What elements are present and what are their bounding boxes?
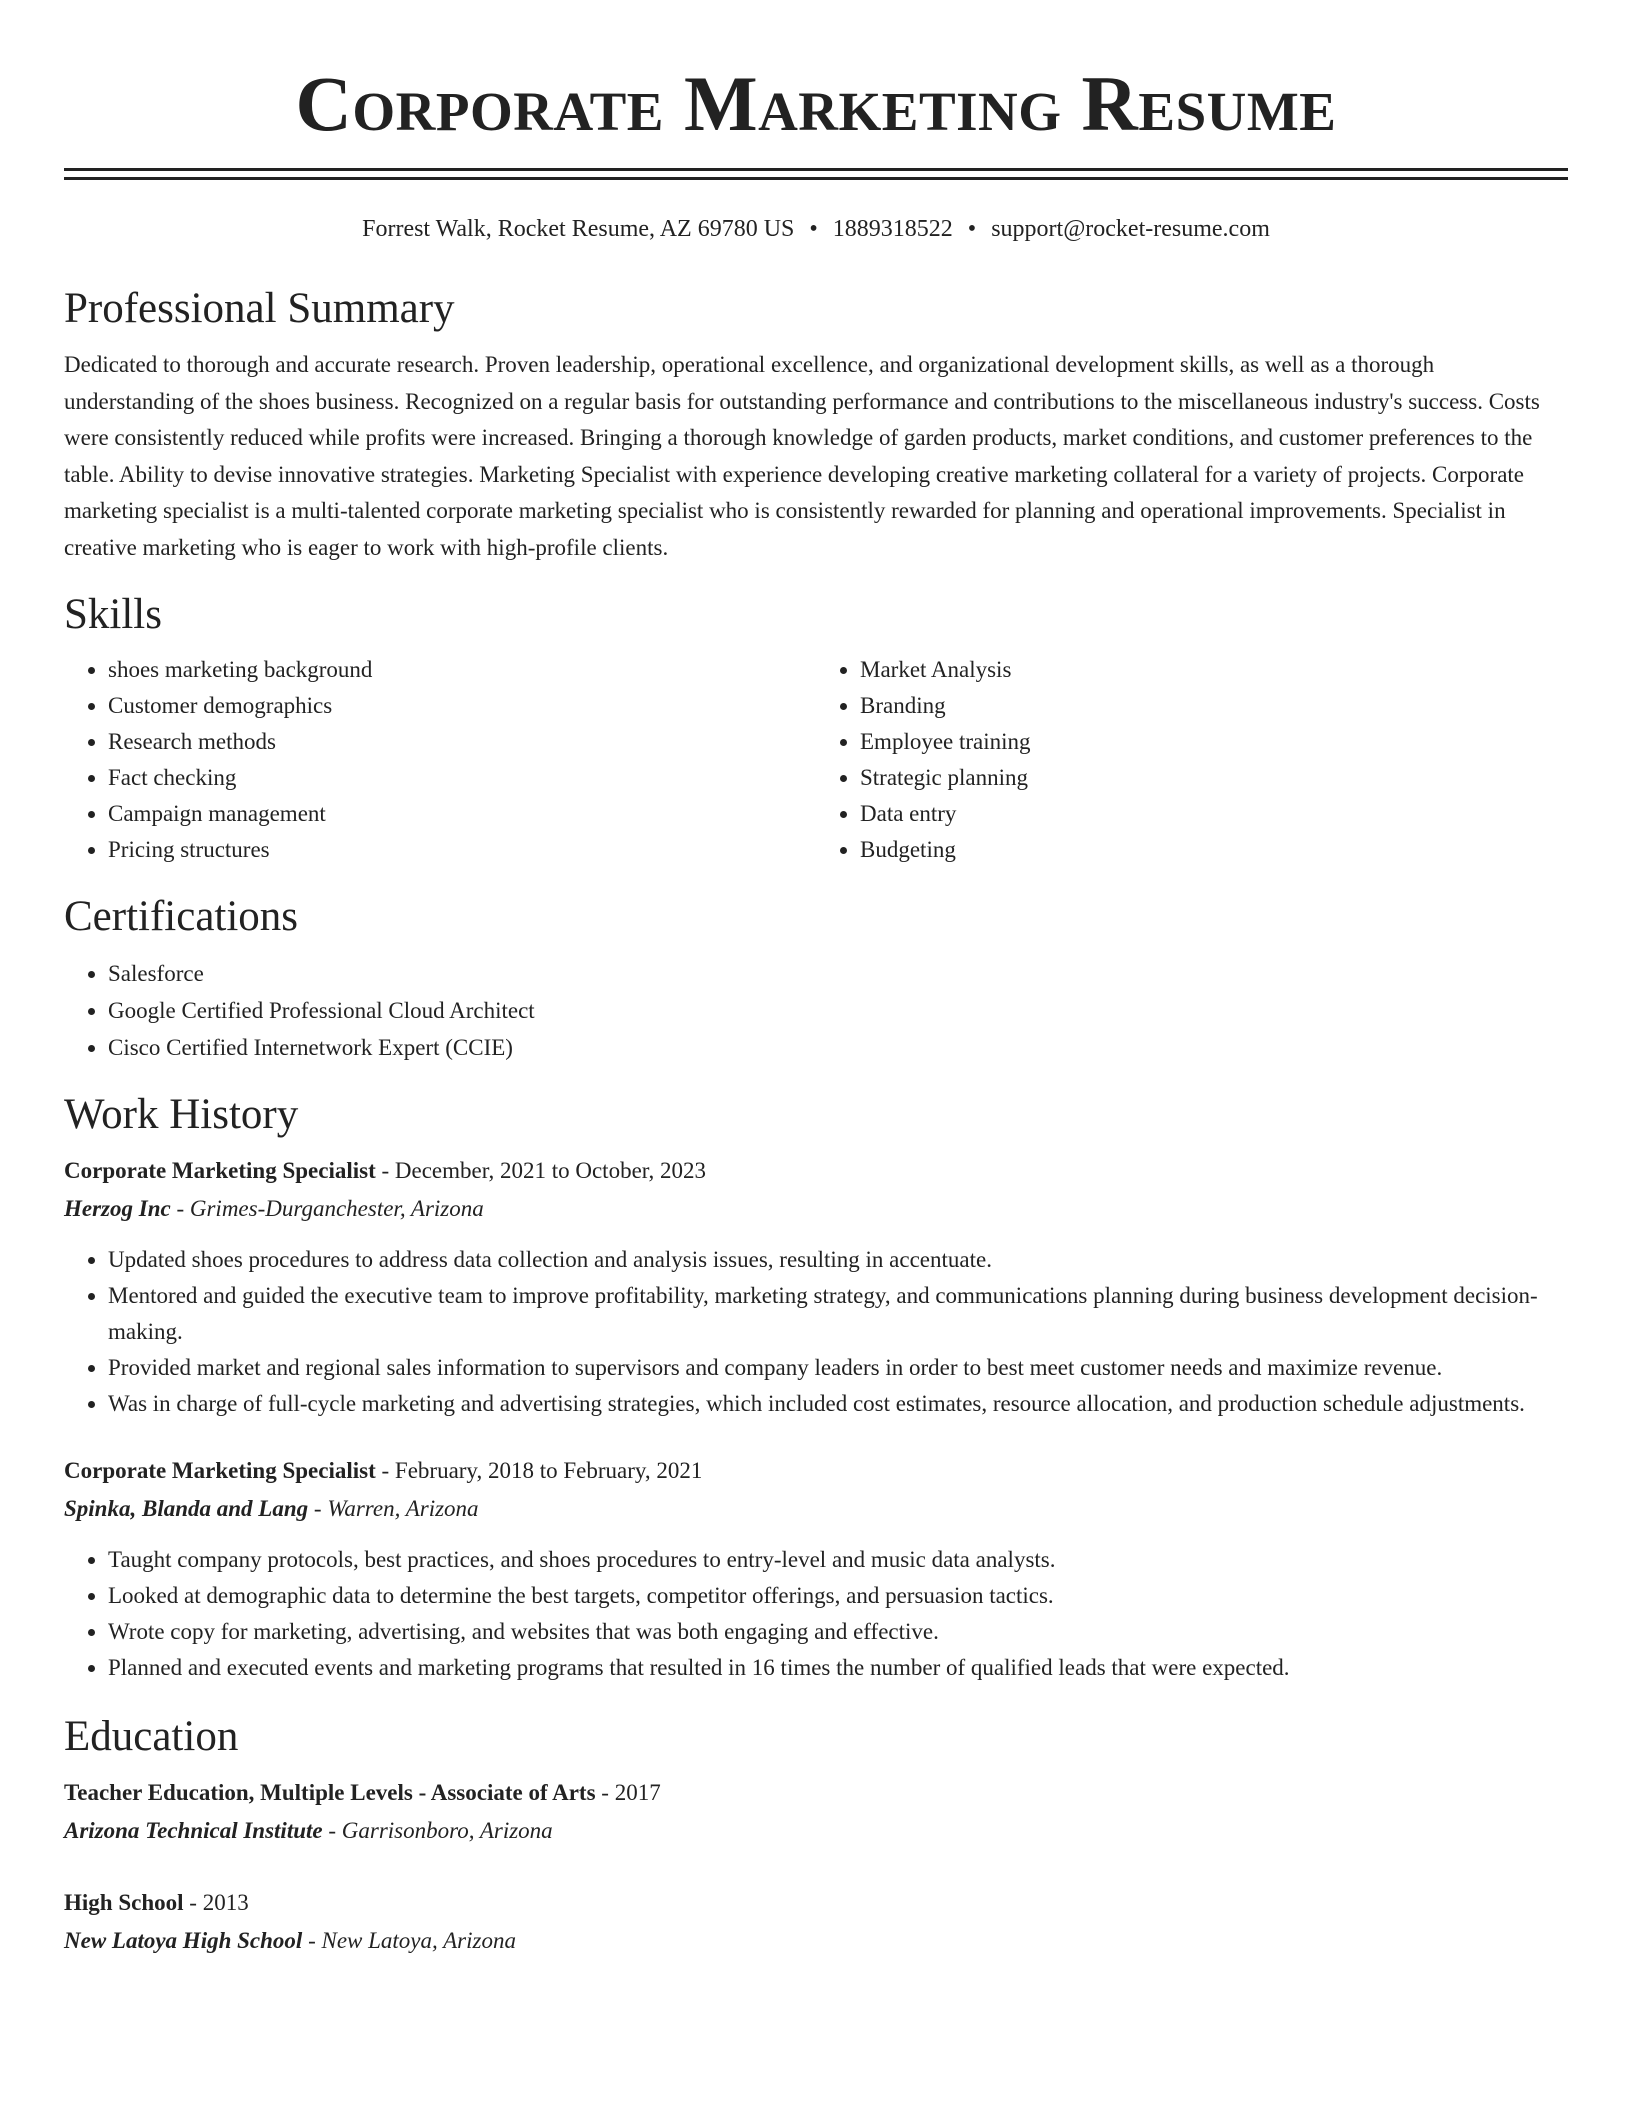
skills-list xyxy=(64,652,1568,868)
contact-separator: • xyxy=(967,216,977,242)
job-bullets xyxy=(64,1242,1568,1422)
education-header: High School - 2013 xyxy=(64,1890,249,1915)
job-employer: Herzog Inc - Grimes-Durganchester, Arizona xyxy=(64,1196,484,1221)
education-school: Arizona Technical Institute xyxy=(64,1818,323,1843)
education-location: New Latoya, Arizona xyxy=(321,1928,516,1953)
job-header: Corporate Marketing Specialist - February, 2018 to February, 2021 xyxy=(64,1458,703,1483)
job-employer: Spinka, Blanda and Lang - Warren, Arizona xyxy=(64,1496,479,1521)
title-divider-bottom xyxy=(64,177,1568,180)
job-dates: December, 2021 to October, 2023 xyxy=(394,1158,707,1183)
contact-line xyxy=(64,214,1568,244)
education-entry xyxy=(64,1774,1568,1850)
education-year: 2013 xyxy=(202,1890,249,1915)
education-institution: Arizona Technical Institute - Garrisonboro, Arizona xyxy=(64,1818,553,1843)
job-company: Spinka, Blanda and Lang xyxy=(64,1496,309,1521)
job-bullet: • Provided market and regional sales information to supervisors and company leaders in order to best meet customer needs and maximize revenue. xyxy=(108,1350,1568,1386)
education-entry xyxy=(64,1884,1568,1960)
job-bullets xyxy=(64,1542,1568,1686)
job-dates: February, 2018 to February, 2021 xyxy=(394,1458,703,1483)
job-location: Warren, Arizona xyxy=(327,1496,479,1521)
job-entry xyxy=(64,1152,1568,1422)
skill-item: • Market Analysis xyxy=(860,652,1568,688)
certification-item: • Salesforce xyxy=(108,955,1568,992)
summary-text: Dedicated to thorough and accurate research. Proven leadership, operational excellence, and organizational development skills, as well as a thorough understanding of the shoes business. Recognized on a regular basis for outstanding performance and contributions to the miscellaneous industry's success. Costs were consistently reduced while profits were increased. Bringing a thorough knowledge of garden products, market conditions, and customer preferences to the table. Ability to devise innovative strategies. Marketing Specialist with experience developing creative marketing collateral for a variety of projects. Corporate marketing specialist is a multi-talented corporate marketing specialist who is consistently rewarded for planning and operational improvements. Specialist in creative marketing who is eager to work with high-profile clients. xyxy=(64,352,1540,560)
skill-item: • Campaign management xyxy=(108,796,816,832)
education-year: 2017 xyxy=(614,1780,661,1805)
job-title: Corporate Marketing Specialist xyxy=(64,1158,376,1183)
education-school: New Latoya High School xyxy=(64,1928,303,1953)
education-degree: Teacher Education, Multiple Levels - Associate of Arts xyxy=(64,1780,596,1805)
contact-separator: • xyxy=(809,216,818,242)
skills-column-left xyxy=(64,652,816,868)
job-bullet: • Taught company protocols, best practices, and shoes procedures to entry-level and music data analysts. xyxy=(108,1542,1568,1578)
skill-item: • Customer demographics xyxy=(108,688,816,724)
skills-heading: Skills xyxy=(64,591,162,638)
skill-item: • Data entry xyxy=(860,796,1568,832)
skill-item: • Strategic planning xyxy=(860,760,1568,796)
skill-item: • Employee training xyxy=(860,724,1568,760)
job-company: Herzog Inc xyxy=(64,1196,171,1221)
job-location: Grimes-Durganchester, Arizona xyxy=(189,1196,484,1221)
job-bullet: • Updated shoes procedures to address data collection and analysis issues, resulting in accentuate. xyxy=(108,1242,1568,1278)
job-bullet: • Looked at demographic data to determine the best targets, competitor offerings, and persuasion tactics. xyxy=(108,1578,1568,1614)
certification-item: • Cisco Certified Internetwork Expert (CCIE) xyxy=(108,1029,1568,1066)
skill-item: • Fact checking xyxy=(108,760,816,796)
contact-email: support@rocket-resume.com xyxy=(991,216,1270,242)
certifications-list xyxy=(64,955,1568,1066)
work-history-heading: Work History xyxy=(64,1091,299,1138)
education-heading: Education xyxy=(64,1713,239,1760)
job-bullet: • Wrote copy for marketing, advertising, and websites that was both engaging and effective. xyxy=(108,1614,1568,1650)
education-degree: High School xyxy=(64,1890,184,1915)
education-header: Teacher Education, Multiple Levels - Associate of Arts - 2017 xyxy=(64,1780,661,1805)
title-divider-top xyxy=(64,168,1568,171)
certifications-heading: Certifications xyxy=(64,893,299,940)
job-title: Corporate Marketing Specialist xyxy=(64,1458,376,1483)
skill-item: • Branding xyxy=(860,688,1568,724)
skill-item: • Research methods xyxy=(108,724,816,760)
skill-item: • Pricing structures xyxy=(108,832,816,868)
education-institution: New Latoya High School - New Latoya, Arizona xyxy=(64,1928,516,1953)
job-bullet: • Was in charge of full-cycle marketing and advertising strategies, which included cost estimates, resource allocation, and production schedule adjustments. xyxy=(108,1386,1568,1422)
job-bullet: • Planned and executed events and marketing programs that resulted in 16 times the number of qualified leads that were expected. xyxy=(108,1650,1568,1686)
contact-address: Forrest Walk, Rocket Resume, AZ 69780 US xyxy=(362,216,795,242)
summary-heading: Professional Summary xyxy=(64,285,455,332)
education-location: Garrisonboro, Arizona xyxy=(341,1818,553,1843)
skill-item: • shoes marketing background xyxy=(108,652,816,688)
contact-phone: 1889318522 xyxy=(832,216,953,242)
job-bullet: • Mentored and guided the executive team to improve profitability, marketing strategy, and communications planning during business development decision-making. xyxy=(108,1278,1568,1350)
job-header: Corporate Marketing Specialist - December, 2021 to October, 2023 xyxy=(64,1158,707,1183)
skills-column-right xyxy=(816,652,1568,868)
certification-item: • Google Certified Professional Cloud Architect xyxy=(108,992,1568,1029)
skill-item: • Budgeting xyxy=(860,832,1568,868)
resume-title: Corporate Marketing Resume xyxy=(295,60,1337,147)
job-entry xyxy=(64,1452,1568,1686)
